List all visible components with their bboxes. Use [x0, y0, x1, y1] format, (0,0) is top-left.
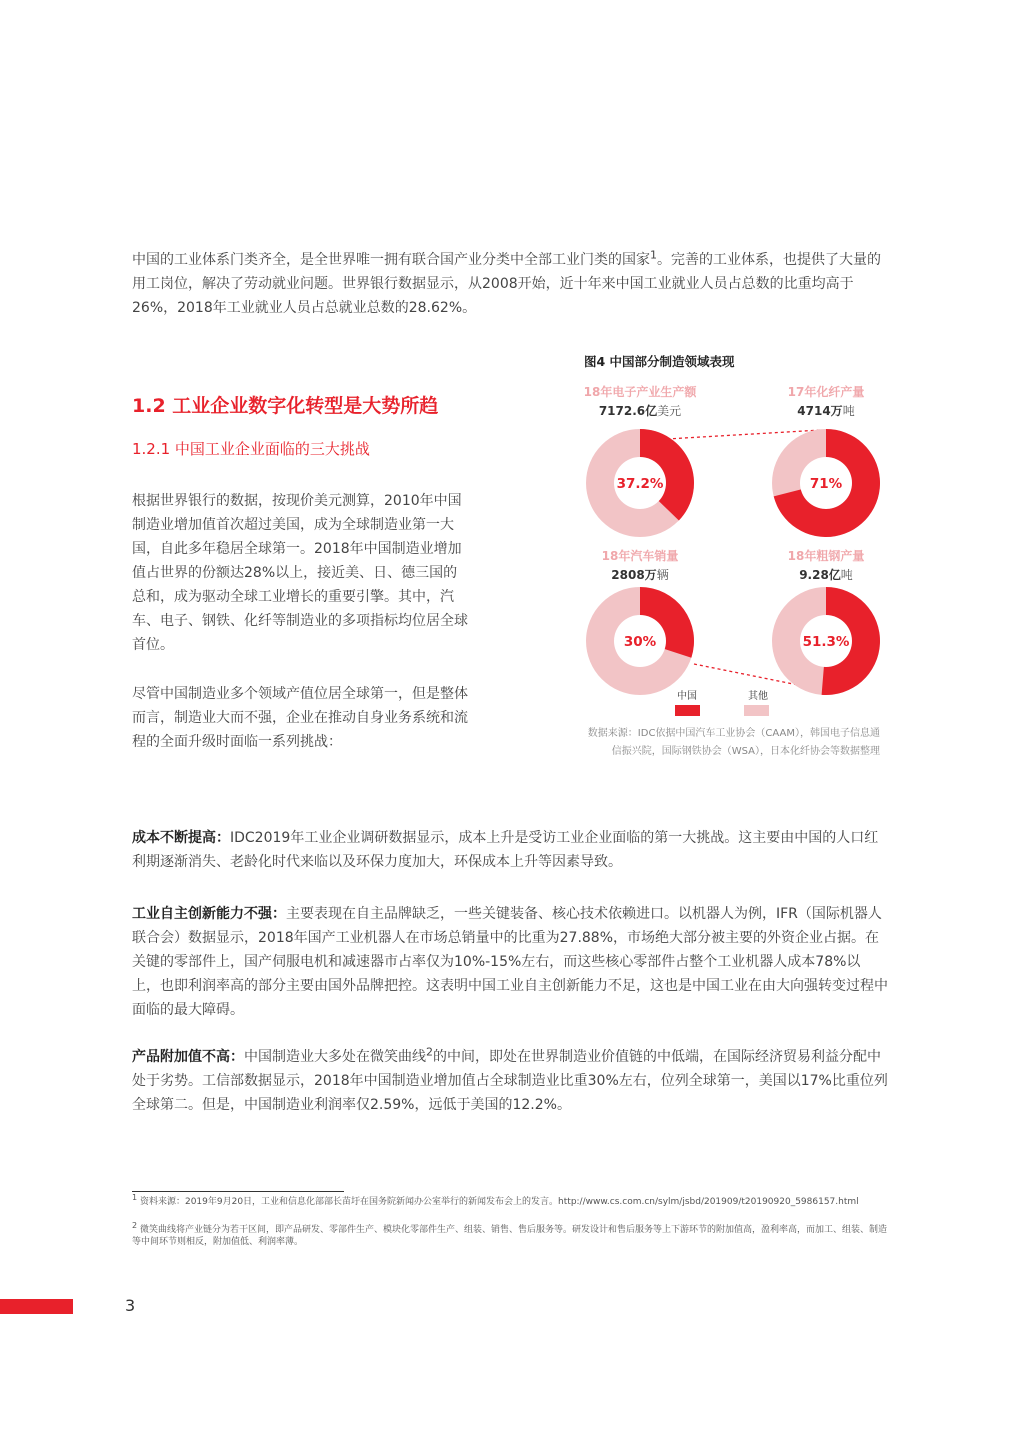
chart-source-line-1: 数据来源：IDC依据中国汽车工业协会（CAAM），韩国电子信息通	[587, 728, 880, 739]
subsection-title: 1.2.1 中国工业企业面临的三大挑战	[132, 440, 370, 458]
legend-other-swatch	[744, 705, 769, 716]
donut-1-pct: 37.2%	[616, 476, 664, 492]
donut-3-pct: 30%	[623, 634, 657, 650]
donut-4	[772, 587, 880, 695]
donut-3	[586, 587, 694, 695]
donut-3-value	[611, 568, 668, 582]
donut-3-value-num: 2808万	[611, 568, 657, 582]
footnote-2-text: 微笑曲线将产业链分为若干区间，即产品研发、零部件生产、模块化零部件生产、组装、销售、售后服务等。研发设计和售后服务等上下游环节的附加值高，盈利率高，而加工、组装、制造等中间环节则相反，附加值低、利润率薄。	[132, 1225, 887, 1247]
donut-1-value-num: 7172.6亿	[598, 404, 658, 418]
donut-2-value	[797, 403, 854, 418]
donut-2-value-unit: 吨	[842, 404, 855, 418]
donut-1-label: 18年电子产业生产额	[583, 385, 697, 399]
donut-1-value-unit: 美元	[657, 404, 682, 418]
chart-figure	[560, 346, 900, 766]
body-paragraph-innovation	[132, 902, 888, 1022]
legend-china-label: 中国	[677, 691, 697, 702]
body-paragraph-value-added-lead: 产品附加值不高：	[132, 1049, 244, 1065]
body-paragraph-innovation-lead: 工业自主创新能力不强：	[132, 906, 286, 922]
section-title: 1.2 工业企业数字化转型是大势所趋	[132, 395, 439, 417]
donut-3-label: 18年汽车销量	[601, 549, 679, 563]
footnote-2	[132, 1221, 892, 1248]
chart-source-line-2: 信振兴院，国际钢铁协会（WSA），日本化纤协会等数据整理	[611, 746, 880, 757]
footnote-1-text: 资料来源：2019年9月20日，工业和信息化部部长苗圩在国务院新闻办公室举行的新闻发布会上的发言。http://www.cs.com.cn/sylm/jsbd/201909/t20190920_5986157.html	[139, 1197, 859, 1207]
footnote-ref-2[interactable]: 2	[426, 1045, 433, 1059]
intro-paragraph	[132, 248, 884, 320]
left-paragraph-1: 根据世界银行的数据，按现价美元测算，2010年中国制造业增加值首次超过美国，成为全球制造业第一大国，自此多年稳居全球第一。2018年中国制造业增加值占世界的份额达28%以上，接近美、日、德三国的总和，成为驱动全球工业增长的重要引擎。其中，汽车、电子、钢铁、化纤等制造业的多项指标均位居全球首位。	[132, 493, 468, 653]
chart-title: 图4 中国部分制造领域表现	[584, 354, 735, 369]
body-paragraph-value-added-text-b: 的中间，即处在世界制造业价值链的中低端，在国际经济贸易利益分配中处于劣势。工信部数据显示，2018年中国制造业增加值占全球制造业比重30%左右，位列全球第一，美国以17%比重位列全球第二。但是，中国制造业利润率仅2.59%，远低于美国的12.2%。	[132, 1049, 888, 1113]
donut-4-pct: 51.3%	[802, 634, 850, 650]
donut-2-label: 17年化纤产量	[787, 385, 865, 399]
footnote-1	[132, 1193, 892, 1208]
donut-2-pct: 71%	[809, 476, 843, 492]
footnote-divider	[132, 1191, 344, 1192]
body-paragraph-cost-text: IDC2019年工业企业调研数据显示，成本上升是受访工业企业面临的第一大挑战。这主要由中国的人口红利期逐渐消失、老龄化时代来临以及环保力度加大，环保成本上升等因素导致。	[132, 830, 879, 870]
donut-1	[586, 429, 694, 537]
donut-4-value-num: 9.28亿	[799, 568, 841, 582]
donut-2-value-num: 4714万	[797, 404, 843, 418]
intro-text-a: 中国的工业体系门类齐全，是全世界唯一拥有联合国产业分类中全部工业门类的国家	[132, 252, 650, 268]
donut-1-value	[599, 403, 681, 418]
donut-4-label: 18年粗钢产量	[787, 549, 865, 563]
body-paragraph-cost-lead: 成本不断提高：	[132, 830, 230, 846]
page-accent-bar	[0, 1299, 73, 1314]
donut-3-value-unit: 辆	[656, 568, 669, 582]
left-paragraph-2: 尽管中国制造业多个领域产值位居全球第一，但是整体而言，制造业大而不强，企业在推动自身业务系统和流程的全面升级时面临一系列挑战：	[132, 686, 468, 750]
donut-4-value	[799, 567, 853, 582]
footnote-ref-1[interactable]: 1	[650, 248, 657, 262]
chart-svg	[560, 346, 900, 766]
body-paragraph-value-added	[132, 1045, 888, 1117]
body-paragraph-value-added-text-a: 中国制造业大多处在微笑曲线	[244, 1049, 426, 1065]
legend-china-swatch	[675, 705, 700, 716]
footnote-1-number: 1	[132, 1193, 138, 1202]
donut-4-value-unit: 吨	[840, 568, 853, 582]
donut-2	[772, 429, 880, 537]
intro-text-b: 。完善的工业体系，也提供了大量的用工岗位，解决了劳动就业问题。世界银行数据显示，从2008开始，近十年来中国工业就业人员占总数的比重均高于26%，2018年工业就业人员占总就业总数的28.62%。	[132, 252, 881, 316]
page-number: 3	[125, 1296, 136, 1315]
body-paragraph-cost	[132, 826, 888, 874]
legend-other-label: 其他	[748, 691, 768, 702]
body-paragraph-innovation-text: 主要表现在自主品牌缺乏，一些关键装备、核心技术依赖进口。以机器人为例，IFR（国际机器人联合会）数据显示，2018年国产工业机器人在市场总销量中的比重为27.88%，市场绝大部分被主要的外资企业占据。在关键的零部件上，国产伺服电机和减速器市占率仅为10%-15%左右，而这些核心零部件占整个工业机器人成本78%以上，也即利润率高的部分主要由国外品牌把控。这表明中国工业自主创新能力不足，这也是中国工业在由大向强转变过程中面临的最大障碍。	[132, 906, 888, 1018]
footnote-2-number: 2	[132, 1221, 138, 1230]
